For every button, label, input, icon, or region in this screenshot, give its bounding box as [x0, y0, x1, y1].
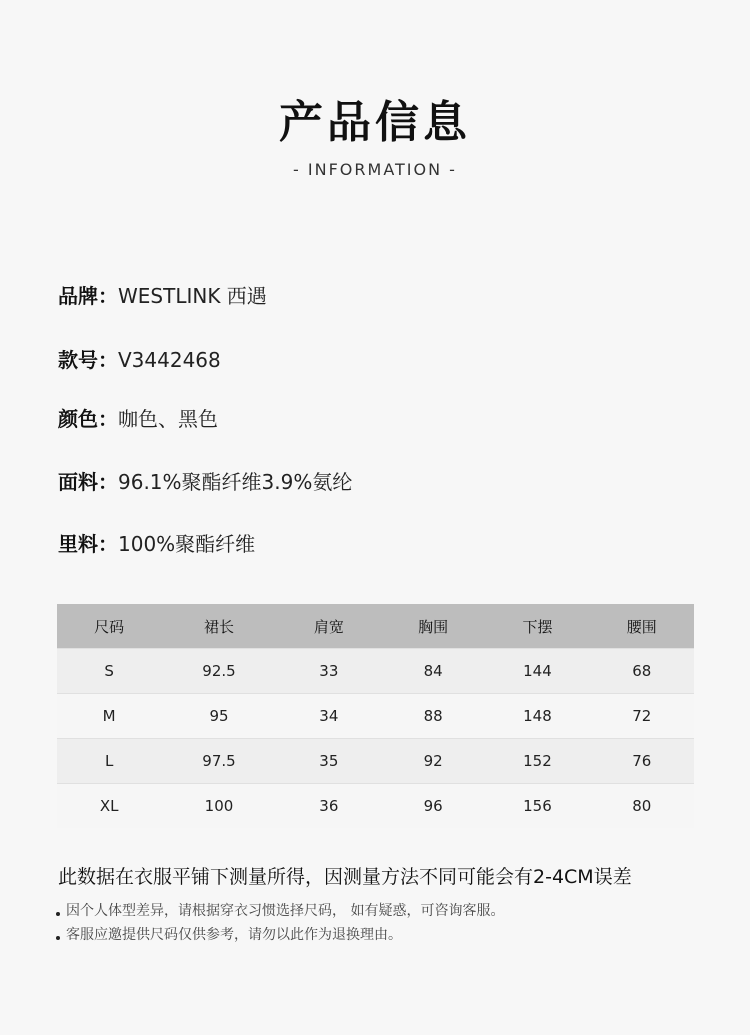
info-label: 里料： [58, 532, 118, 556]
info-label: 颜色： [58, 407, 118, 431]
table-row [57, 649, 694, 694]
info-label: 品牌： [58, 284, 118, 308]
info-value: 100%聚酯纤维 [118, 532, 256, 556]
info-value: 96.1%聚酯纤维3.9%氨纶 [118, 470, 353, 494]
table-cell: 80 [590, 784, 694, 829]
table-cell: 100 [161, 784, 276, 829]
info-brand [58, 280, 267, 309]
table-cell: 152 [485, 739, 589, 784]
table-cell: 84 [381, 649, 485, 694]
size-table [57, 604, 694, 828]
table-row [57, 694, 694, 739]
table-cell: 76 [590, 739, 694, 784]
table-cell: 156 [485, 784, 589, 829]
info-label: 款号： [58, 348, 118, 372]
info-value: 咖色、黑色 [118, 407, 218, 431]
info-lining [58, 528, 255, 557]
table-row [57, 784, 694, 829]
table-cell: 92.5 [161, 649, 276, 694]
header-cell: 肩宽 [277, 604, 381, 649]
measurement-note: 此数据在衣服平铺下测量所得，因测量方法不同可能会有2-4CM误差 [58, 866, 632, 888]
header-cell: 下摆 [485, 604, 589, 649]
note-bullet-text: 因个人体型差异，请根据穿衣习惯选择尺码， 如有疑惑，可咨询客服。 [66, 903, 505, 919]
table-cell: 97.5 [161, 739, 276, 784]
page-title: 产品信息 [279, 97, 471, 148]
header-cell: 胸围 [381, 604, 485, 649]
info-label: 面料： [58, 470, 118, 494]
table-cell: 36 [277, 784, 381, 829]
table-cell: 88 [381, 694, 485, 739]
info-style-number [58, 344, 221, 373]
table-cell: 148 [485, 694, 589, 739]
table-cell: 33 [277, 649, 381, 694]
info-value: V3442468 [118, 348, 221, 372]
bullet-dot-icon [56, 912, 60, 916]
info-fabric [58, 466, 352, 495]
table-header-row [57, 604, 694, 649]
table-cell: M [57, 694, 161, 739]
bullet-dot-icon [56, 936, 60, 940]
header-cell: 腰围 [590, 604, 694, 649]
table-cell: 72 [590, 694, 694, 739]
info-color [58, 403, 218, 432]
note-bullet [56, 924, 402, 944]
table-cell: 96 [381, 784, 485, 829]
table-cell: S [57, 649, 161, 694]
page-subtitle: - INFORMATION - [293, 160, 457, 179]
header-cell: 尺码 [57, 604, 161, 649]
table-cell: 35 [277, 739, 381, 784]
table-cell: XL [57, 784, 161, 829]
header-cell: 裙长 [161, 604, 276, 649]
table-cell: 34 [277, 694, 381, 739]
note-bullet [56, 900, 504, 920]
table-row [57, 739, 694, 784]
table-cell: L [57, 739, 161, 784]
info-value: WESTLINK 西遇 [118, 284, 267, 308]
table-cell: 144 [485, 649, 589, 694]
table-cell: 68 [590, 649, 694, 694]
table-cell: 92 [381, 739, 485, 784]
note-bullet-text: 客服应邀提供尺码仅供参考，请勿以此作为退换理由。 [66, 927, 402, 943]
table-cell: 95 [161, 694, 276, 739]
